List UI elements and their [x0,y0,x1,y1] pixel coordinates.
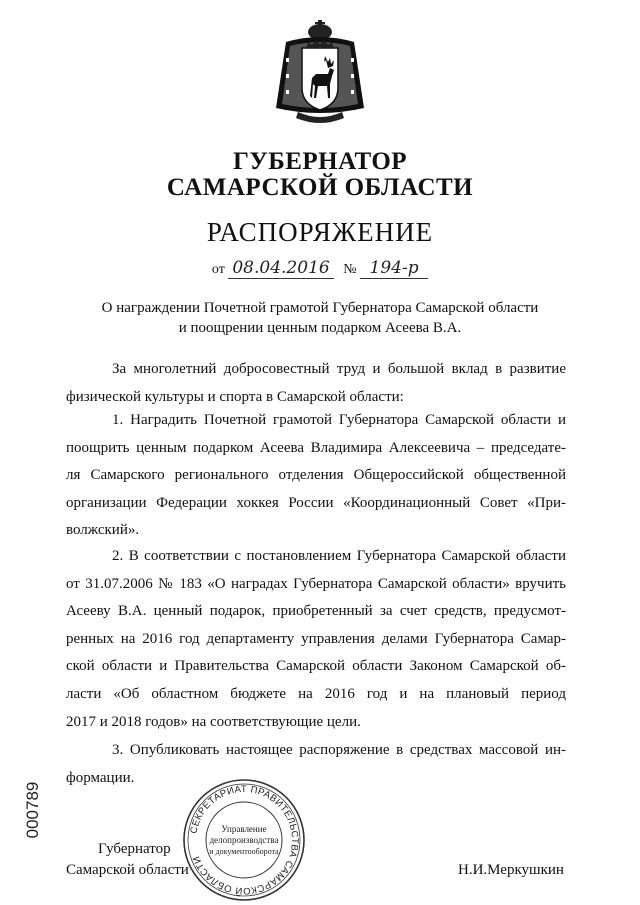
item-1-paragraph [66,407,566,545]
issuer-title-line1: ГУБЕРНАТОР [232,148,408,175]
item-2-paragraph [66,543,566,736]
signatory-name: Н.И.Меркушкин [458,862,564,878]
text-line: от 31.07.2006 № 183 «О наградах Губернатора Самарской области» вручить [66,575,566,592]
coat-of-arms-emblem [272,18,368,128]
official-stamp [182,778,306,902]
text-line: 2017 и 2018 годов» на соответствующие цели. [66,713,361,730]
number-prefix: № [343,262,357,277]
text-line: организации Федерации хоккея России «Координационный Совет «При- [66,494,566,511]
date-number-line [0,258,640,279]
stamp-ring-text: СЕКРЕТАРИАТ ПРАВИТЕЛЬСТВА САМАРСКОЙ ОБЛАСТИ [188,783,301,897]
text-line: ренных на 2016 год департаменту управления делами Губернатора Самар- [66,630,566,647]
issuer-title-line2: САМАРСКОЙ ОБЛАСТИ [166,174,474,201]
signature-title-line2: Самарской области [66,862,189,878]
text-line: 1. Наградить Почетной грамотой Губернатора Самарской области и [112,412,566,428]
date-prefix: от [211,262,225,277]
signature-title-line1: Губернатор [98,841,171,857]
document-date: 08.04.2016 [228,258,333,279]
stamp-center-line2: делопроизводства [209,835,279,845]
document-number: 194-р [360,258,428,279]
text-line: ской области и Правительства Самарской области Законом Самарской об- [66,658,566,675]
stamp-center-line1: Управление [221,824,267,834]
text-line: За многолетний добросовестный труд и большой вклад в развитие [112,361,566,377]
registration-number [22,770,44,850]
document-type: РАСПОРЯЖЕНИЕ [206,217,434,247]
text-line: 3. Опубликовать настоящее распоряжение в средствах массовой ин- [112,742,566,758]
text-line: поощрить ценным подарком Асеева Владимира Алексеевича – председате- [66,439,566,456]
stamp-center-line3: и документооборота [209,847,279,856]
subject-line1: О награждении Почетной грамотой Губернатора Самарской области [101,300,539,316]
text-line: формации. [66,769,135,786]
subject-line2: и поощрении ценным подарком Асеева В.А. [178,320,462,336]
text-line: физической культуры и спорта в Самарской области: [66,388,404,405]
text-line: волжский». [66,522,140,539]
registration-number-text: 000789 [23,781,42,839]
text-line: ласти «Об областном бюджете на 2016 год и на плановый период [66,685,566,702]
text-line: ля Самарского регионального отделения Общероссийской общественной [66,467,566,484]
text-line: Асееву В.А. ценный подарок, приобретенный за счет средств, предусмот- [66,603,566,620]
item-3-paragraph [66,737,566,792]
text-line: 2. В соответствии с постановлением Губернатора Самарской области [112,548,566,564]
intro-paragraph [66,356,566,411]
